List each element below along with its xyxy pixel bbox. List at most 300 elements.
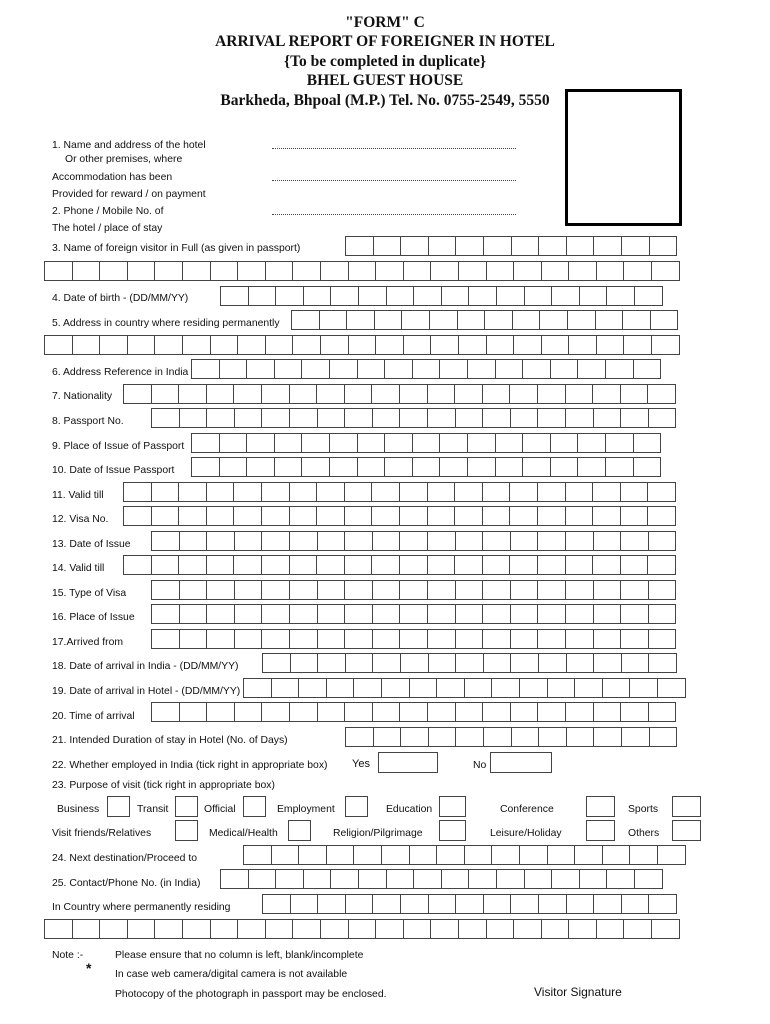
input-cell[interactable]	[372, 408, 401, 428]
input-cell[interactable]	[510, 894, 539, 914]
input-cell[interactable]	[399, 555, 428, 575]
input-cell[interactable]	[428, 236, 457, 256]
input-cell[interactable]	[427, 629, 456, 649]
input-cell[interactable]	[301, 457, 330, 477]
input-cell[interactable]	[510, 653, 539, 673]
input-cell[interactable]	[261, 604, 290, 624]
input-cell[interactable]	[579, 286, 608, 306]
input-cell[interactable]	[345, 236, 374, 256]
input-cell[interactable]	[427, 531, 456, 551]
input-cell[interactable]	[317, 629, 346, 649]
input-cell[interactable]	[550, 433, 579, 453]
input-cell[interactable]	[648, 531, 677, 551]
input-cell[interactable]	[330, 869, 359, 889]
input-cell[interactable]	[151, 384, 180, 404]
contact-abroad-boxes[interactable]	[262, 894, 677, 914]
input-cell[interactable]	[620, 506, 649, 526]
input-cell[interactable]	[72, 335, 101, 355]
input-cell[interactable]	[127, 261, 156, 281]
input-cell[interactable]	[538, 894, 567, 914]
input-cell[interactable]	[237, 919, 266, 939]
input-cell[interactable]	[486, 335, 515, 355]
input-cell[interactable]	[210, 261, 239, 281]
input-cell[interactable]	[522, 457, 551, 477]
input-cell[interactable]	[373, 236, 402, 256]
input-cell[interactable]	[482, 384, 511, 404]
input-cell[interactable]	[602, 845, 631, 865]
input-cell[interactable]	[482, 580, 511, 600]
photo-box[interactable]	[565, 89, 682, 226]
input-cell[interactable]	[441, 869, 470, 889]
input-cell[interactable]	[464, 845, 493, 865]
input-cell[interactable]	[565, 580, 594, 600]
input-cell[interactable]	[413, 869, 442, 889]
input-cell[interactable]	[271, 678, 300, 698]
input-cell[interactable]	[348, 335, 377, 355]
hotel-phone-line[interactable]	[272, 214, 516, 215]
input-cell[interactable]	[484, 310, 513, 330]
input-cell[interactable]	[248, 869, 277, 889]
input-cell[interactable]	[371, 555, 400, 575]
input-cell[interactable]	[384, 457, 413, 477]
nationality-boxes[interactable]	[123, 384, 676, 404]
input-cell[interactable]	[371, 482, 400, 502]
input-cell[interactable]	[547, 845, 576, 865]
input-cell[interactable]	[219, 457, 248, 477]
input-cell[interactable]	[151, 604, 180, 624]
input-cell[interactable]	[233, 555, 262, 575]
input-cell[interactable]	[182, 335, 211, 355]
input-cell[interactable]	[519, 678, 548, 698]
input-cell[interactable]	[384, 359, 413, 379]
input-cell[interactable]	[290, 894, 319, 914]
input-cell[interactable]	[495, 433, 524, 453]
input-cell[interactable]	[454, 384, 483, 404]
input-cell[interactable]	[357, 359, 386, 379]
input-cell[interactable]	[151, 482, 180, 502]
input-cell[interactable]	[621, 894, 650, 914]
input-cell[interactable]	[511, 236, 540, 256]
input-cell[interactable]	[151, 629, 180, 649]
input-cell[interactable]	[178, 384, 207, 404]
input-cell[interactable]	[482, 531, 511, 551]
input-cell[interactable]	[298, 678, 327, 698]
input-cell[interactable]	[319, 310, 348, 330]
input-cell[interactable]	[179, 629, 208, 649]
input-cell[interactable]	[317, 531, 346, 551]
input-cell[interactable]	[430, 919, 459, 939]
input-cell[interactable]	[568, 919, 597, 939]
input-cell[interactable]	[482, 408, 511, 428]
input-cell[interactable]	[605, 457, 634, 477]
visa-issue-date-boxes[interactable]	[151, 531, 676, 551]
input-cell[interactable]	[403, 919, 432, 939]
input-cell[interactable]	[275, 869, 304, 889]
input-cell[interactable]	[566, 653, 595, 673]
input-cell[interactable]	[427, 506, 456, 526]
input-cell[interactable]	[482, 506, 511, 526]
input-cell[interactable]	[429, 310, 458, 330]
input-cell[interactable]	[593, 727, 622, 747]
input-cell[interactable]	[233, 482, 262, 502]
input-cell[interactable]	[633, 433, 662, 453]
input-cell[interactable]	[234, 604, 263, 624]
input-cell[interactable]	[326, 845, 355, 865]
input-cell[interactable]	[439, 457, 468, 477]
input-cell[interactable]	[436, 678, 465, 698]
input-cell[interactable]	[151, 580, 180, 600]
input-cell[interactable]	[524, 286, 553, 306]
input-cell[interactable]	[623, 919, 652, 939]
input-cell[interactable]	[353, 678, 382, 698]
input-cell[interactable]	[623, 335, 652, 355]
input-cell[interactable]	[537, 604, 566, 624]
input-cell[interactable]	[565, 482, 594, 502]
input-cell[interactable]	[550, 457, 579, 477]
input-cell[interactable]	[151, 408, 180, 428]
input-cell[interactable]	[262, 894, 291, 914]
input-cell[interactable]	[234, 580, 263, 600]
input-cell[interactable]	[386, 869, 415, 889]
input-cell[interactable]	[519, 845, 548, 865]
input-cell[interactable]	[455, 531, 484, 551]
input-cell[interactable]	[428, 653, 457, 673]
input-cell[interactable]	[346, 310, 375, 330]
input-cell[interactable]	[123, 482, 152, 502]
input-cell[interactable]	[206, 531, 235, 551]
input-cell[interactable]	[237, 335, 266, 355]
passport-issue-place-boxes[interactable]	[191, 433, 661, 453]
purpose-conference-box[interactable]	[586, 796, 615, 817]
contact-india-boxes[interactable]	[220, 869, 663, 889]
input-cell[interactable]	[651, 919, 680, 939]
input-cell[interactable]	[633, 457, 662, 477]
input-cell[interactable]	[620, 604, 649, 624]
input-cell[interactable]	[537, 506, 566, 526]
input-cell[interactable]	[178, 482, 207, 502]
input-cell[interactable]	[537, 531, 566, 551]
input-cell[interactable]	[289, 580, 318, 600]
input-cell[interactable]	[455, 580, 484, 600]
input-cell[interactable]	[399, 702, 428, 722]
input-cell[interactable]	[44, 919, 73, 939]
input-cell[interactable]	[428, 727, 457, 747]
input-cell[interactable]	[648, 702, 677, 722]
input-cell[interactable]	[593, 653, 622, 673]
input-cell[interactable]	[344, 702, 373, 722]
input-cell[interactable]	[565, 702, 594, 722]
input-cell[interactable]	[482, 702, 511, 722]
input-cell[interactable]	[455, 894, 484, 914]
input-cell[interactable]	[151, 531, 180, 551]
input-cell[interactable]	[648, 408, 677, 428]
purpose-official-box[interactable]	[243, 796, 266, 817]
input-cell[interactable]	[606, 286, 635, 306]
input-cell[interactable]	[326, 678, 355, 698]
input-cell[interactable]	[427, 580, 456, 600]
input-cell[interactable]	[262, 653, 291, 673]
address-india-boxes[interactable]	[191, 359, 661, 379]
input-cell[interactable]	[455, 727, 484, 747]
input-cell[interactable]	[289, 482, 318, 502]
input-cell[interactable]	[510, 702, 539, 722]
input-cell[interactable]	[191, 359, 220, 379]
input-cell[interactable]	[620, 702, 649, 722]
input-cell[interactable]	[634, 869, 663, 889]
input-cell[interactable]	[292, 261, 321, 281]
input-cell[interactable]	[206, 555, 235, 575]
input-cell[interactable]	[427, 384, 456, 404]
input-cell[interactable]	[261, 482, 290, 502]
input-cell[interactable]	[348, 919, 377, 939]
input-cell[interactable]	[623, 261, 652, 281]
input-cell[interactable]	[374, 310, 403, 330]
input-cell[interactable]	[457, 310, 486, 330]
input-cell[interactable]	[486, 919, 515, 939]
input-cell[interactable]	[72, 261, 101, 281]
input-cell[interactable]	[127, 335, 156, 355]
input-cell[interactable]	[233, 506, 262, 526]
input-cell[interactable]	[384, 433, 413, 453]
input-cell[interactable]	[179, 580, 208, 600]
input-cell[interactable]	[537, 629, 566, 649]
input-cell[interactable]	[99, 261, 128, 281]
input-cell[interactable]	[234, 408, 263, 428]
input-cell[interactable]	[592, 555, 621, 575]
input-cell[interactable]	[566, 727, 595, 747]
input-cell[interactable]	[467, 433, 496, 453]
input-cell[interactable]	[248, 286, 277, 306]
input-cell[interactable]	[593, 629, 622, 649]
input-cell[interactable]	[509, 555, 538, 575]
input-cell[interactable]	[579, 869, 608, 889]
input-cell[interactable]	[261, 580, 290, 600]
input-cell[interactable]	[620, 555, 649, 575]
input-cell[interactable]	[427, 555, 456, 575]
input-cell[interactable]	[593, 702, 622, 722]
input-cell[interactable]	[550, 359, 579, 379]
input-cell[interactable]	[455, 653, 484, 673]
input-cell[interactable]	[357, 433, 386, 453]
input-cell[interactable]	[467, 457, 496, 477]
input-cell[interactable]	[592, 506, 621, 526]
input-cell[interactable]	[44, 335, 73, 355]
input-cell[interactable]	[271, 845, 300, 865]
input-cell[interactable]	[541, 335, 570, 355]
input-cell[interactable]	[243, 678, 272, 698]
input-cell[interactable]	[358, 869, 387, 889]
input-cell[interactable]	[634, 286, 663, 306]
input-cell[interactable]	[551, 286, 580, 306]
purpose-employment-box[interactable]	[345, 796, 368, 817]
input-cell[interactable]	[345, 727, 374, 747]
hotel-address-line[interactable]	[272, 148, 516, 149]
input-cell[interactable]	[151, 555, 180, 575]
input-cell[interactable]	[577, 457, 606, 477]
input-cell[interactable]	[620, 580, 649, 600]
input-cell[interactable]	[210, 919, 239, 939]
input-cell[interactable]	[289, 531, 318, 551]
input-cell[interactable]	[455, 236, 484, 256]
input-cell[interactable]	[596, 335, 625, 355]
visa-issue-place-boxes[interactable]	[151, 604, 676, 624]
input-cell[interactable]	[547, 678, 576, 698]
input-cell[interactable]	[303, 286, 332, 306]
input-cell[interactable]	[491, 678, 520, 698]
input-cell[interactable]	[234, 702, 263, 722]
input-cell[interactable]	[330, 286, 359, 306]
input-cell[interactable]	[458, 335, 487, 355]
purpose-sports-box[interactable]	[672, 796, 701, 817]
input-cell[interactable]	[99, 919, 128, 939]
input-cell[interactable]	[316, 506, 345, 526]
input-cell[interactable]	[551, 869, 580, 889]
input-cell[interactable]	[648, 629, 677, 649]
input-cell[interactable]	[593, 531, 622, 551]
input-cell[interactable]	[482, 482, 511, 502]
input-cell[interactable]	[509, 384, 538, 404]
input-cell[interactable]	[291, 310, 320, 330]
purpose-transit-box[interactable]	[175, 796, 198, 817]
input-cell[interactable]	[403, 261, 432, 281]
input-cell[interactable]	[72, 919, 101, 939]
input-cell[interactable]	[206, 580, 235, 600]
contact-abroad-boxes-2[interactable]	[44, 919, 680, 939]
input-cell[interactable]	[455, 702, 484, 722]
input-cell[interactable]	[454, 482, 483, 502]
input-cell[interactable]	[265, 919, 294, 939]
input-cell[interactable]	[220, 869, 249, 889]
input-cell[interactable]	[246, 457, 275, 477]
input-cell[interactable]	[648, 580, 677, 600]
visa-valid-till-boxes[interactable]	[123, 555, 676, 575]
input-cell[interactable]	[596, 261, 625, 281]
input-cell[interactable]	[513, 335, 542, 355]
input-cell[interactable]	[651, 261, 680, 281]
input-cell[interactable]	[210, 335, 239, 355]
input-cell[interactable]	[455, 408, 484, 428]
input-cell[interactable]	[381, 678, 410, 698]
input-cell[interactable]	[621, 653, 650, 673]
visitor-name-boxes[interactable]	[345, 236, 677, 256]
purpose-others-box[interactable]	[672, 820, 701, 841]
input-cell[interactable]	[606, 869, 635, 889]
input-cell[interactable]	[412, 457, 441, 477]
input-cell[interactable]	[301, 359, 330, 379]
input-cell[interactable]	[413, 286, 442, 306]
input-cell[interactable]	[316, 555, 345, 575]
input-cell[interactable]	[647, 482, 676, 502]
input-cell[interactable]	[206, 604, 235, 624]
input-cell[interactable]	[265, 335, 294, 355]
input-cell[interactable]	[233, 384, 262, 404]
input-cell[interactable]	[593, 894, 622, 914]
input-cell[interactable]	[246, 433, 275, 453]
input-cell[interactable]	[400, 653, 429, 673]
input-cell[interactable]	[441, 286, 470, 306]
input-cell[interactable]	[191, 457, 220, 477]
input-cell[interactable]	[399, 482, 428, 502]
input-cell[interactable]	[565, 506, 594, 526]
input-cell[interactable]	[317, 408, 346, 428]
input-cell[interactable]	[345, 894, 374, 914]
input-cell[interactable]	[458, 261, 487, 281]
input-cell[interactable]	[468, 286, 497, 306]
input-cell[interactable]	[565, 384, 594, 404]
input-cell[interactable]	[344, 384, 373, 404]
input-cell[interactable]	[629, 845, 658, 865]
input-cell[interactable]	[482, 629, 511, 649]
input-cell[interactable]	[317, 894, 346, 914]
input-cell[interactable]	[541, 261, 570, 281]
input-cell[interactable]	[400, 236, 429, 256]
input-cell[interactable]	[538, 653, 567, 673]
input-cell[interactable]	[430, 335, 459, 355]
input-cell[interactable]	[524, 869, 553, 889]
input-cell[interactable]	[513, 261, 542, 281]
input-cell[interactable]	[303, 869, 332, 889]
input-cell[interactable]	[455, 604, 484, 624]
passport-valid-till-boxes[interactable]	[123, 482, 676, 502]
arrival-hotel-date-boxes[interactable]	[243, 678, 686, 698]
input-cell[interactable]	[647, 555, 676, 575]
input-cell[interactable]	[651, 335, 680, 355]
input-cell[interactable]	[261, 531, 290, 551]
input-cell[interactable]	[399, 580, 428, 600]
purpose-business-box[interactable]	[107, 796, 130, 817]
input-cell[interactable]	[344, 604, 373, 624]
input-cell[interactable]	[292, 335, 321, 355]
input-cell[interactable]	[483, 894, 512, 914]
input-cell[interactable]	[399, 604, 428, 624]
input-cell[interactable]	[372, 653, 401, 673]
purpose-leisure-box[interactable]	[586, 820, 615, 841]
input-cell[interactable]	[182, 919, 211, 939]
input-cell[interactable]	[403, 335, 432, 355]
input-cell[interactable]	[261, 408, 290, 428]
input-cell[interactable]	[412, 433, 441, 453]
input-cell[interactable]	[566, 894, 595, 914]
input-cell[interactable]	[154, 261, 183, 281]
input-cell[interactable]	[647, 384, 676, 404]
input-cell[interactable]	[620, 482, 649, 502]
input-cell[interactable]	[372, 531, 401, 551]
input-cell[interactable]	[348, 261, 377, 281]
input-cell[interactable]	[593, 604, 622, 624]
input-cell[interactable]	[206, 702, 235, 722]
passport-no-boxes[interactable]	[151, 408, 676, 428]
input-cell[interactable]	[483, 236, 512, 256]
input-cell[interactable]	[329, 359, 358, 379]
input-cell[interactable]	[219, 359, 248, 379]
input-cell[interactable]	[261, 555, 290, 575]
input-cell[interactable]	[592, 482, 621, 502]
input-cell[interactable]	[191, 433, 220, 453]
employed-no-box[interactable]	[490, 752, 552, 773]
input-cell[interactable]	[430, 261, 459, 281]
input-cell[interactable]	[427, 702, 456, 722]
input-cell[interactable]	[372, 702, 401, 722]
purpose-visit-box[interactable]	[175, 820, 198, 841]
input-cell[interactable]	[565, 408, 594, 428]
input-cell[interactable]	[344, 482, 373, 502]
input-cell[interactable]	[537, 482, 566, 502]
input-cell[interactable]	[317, 702, 346, 722]
input-cell[interactable]	[329, 433, 358, 453]
input-cell[interactable]	[537, 555, 566, 575]
input-cell[interactable]	[261, 702, 290, 722]
input-cell[interactable]	[206, 482, 235, 502]
